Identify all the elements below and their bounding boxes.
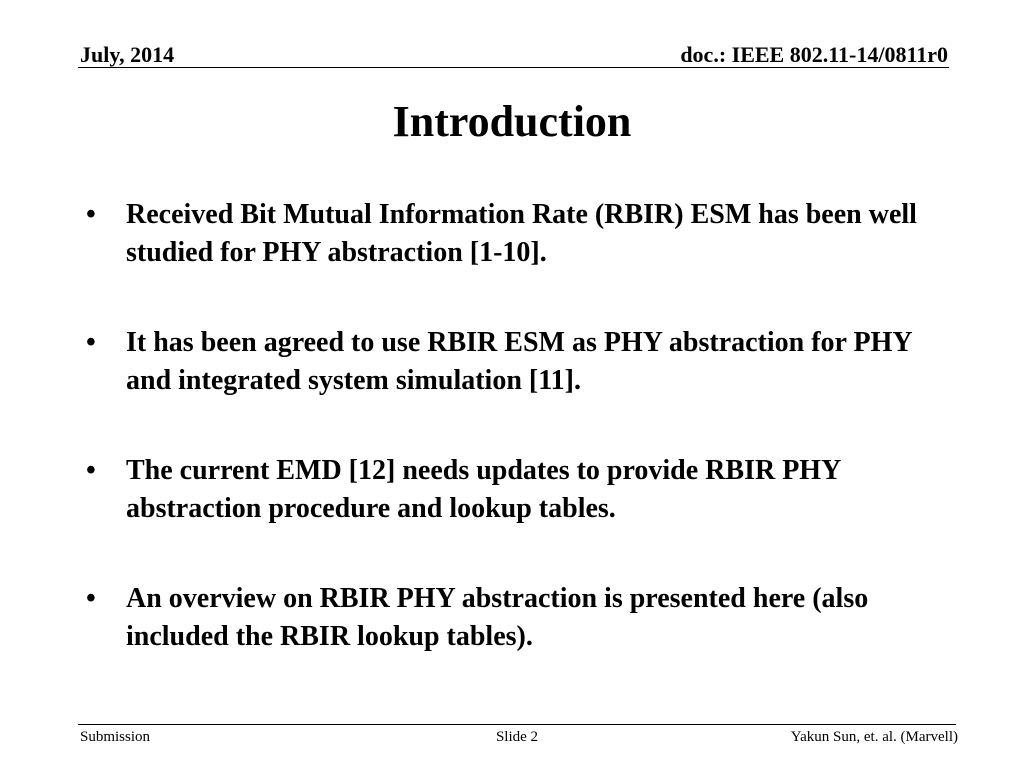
bullet-icon: •: [86, 583, 96, 614]
bullet-item: [86, 580, 956, 656]
header-date: July, 2014: [80, 42, 175, 67]
slide-title: Introduction: [392, 97, 632, 146]
header-divider: [78, 67, 949, 68]
bullet-item: [86, 196, 956, 272]
footer-submission: Submission: [80, 729, 151, 745]
bullet-text: Received Bit Mutual Information Rate (RBIR) ESM has been well studied for PHY abstraction [1-10].: [126, 199, 917, 268]
bullet-text: The current EMD [12] needs updates to provide RBIR PHY abstraction procedure and lookup tables.: [126, 455, 841, 524]
footer-author: Yakun Sun, et. al. (Marvell): [790, 729, 958, 745]
bullet-icon: •: [86, 199, 96, 230]
bullet-icon: •: [86, 327, 96, 358]
footer-divider: [78, 724, 956, 725]
footer-slide-number: Slide 2: [495, 729, 539, 745]
bullet-list: [86, 196, 956, 708]
bullet-item: [86, 452, 956, 528]
bullet-text: It has been agreed to use RBIR ESM as PHY abstraction for PHY and integrated system simulation [11].: [126, 327, 912, 396]
bullet-item: [86, 324, 956, 400]
bullet-text: An overview on RBIR PHY abstraction is presented here (also included the RBIR lookup tables).: [126, 583, 869, 652]
header-document-id: doc.: IEEE 802.11-14/0811r0: [680, 42, 948, 67]
bullet-icon: •: [86, 455, 96, 486]
